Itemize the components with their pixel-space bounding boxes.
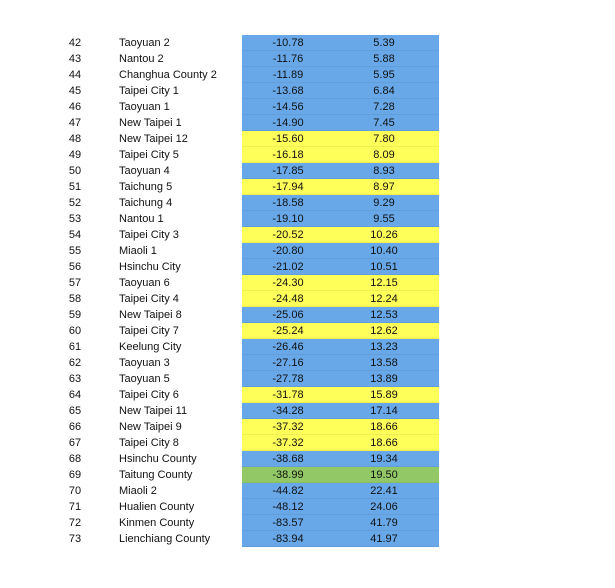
value1-cell: -38.99 <box>272 469 304 481</box>
rank-cell: 54 <box>68 229 82 241</box>
rank-cell: 72 <box>68 517 82 529</box>
value2-cell: 12.62 <box>370 325 398 337</box>
district-name-cell: Taipei City 3 <box>119 229 179 241</box>
table-row <box>0 99 615 115</box>
value2-cell: 12.24 <box>370 293 398 305</box>
rank-cell: 73 <box>68 533 82 545</box>
district-name-cell: Keelung City <box>119 341 182 353</box>
district-name-cell: Taoyuan 1 <box>119 101 170 113</box>
district-name-cell: New Taipei 9 <box>119 421 182 433</box>
value2-cell: 5.88 <box>373 53 395 65</box>
value1-cell: -44.82 <box>272 485 304 497</box>
value1-cell: -18.58 <box>272 197 304 209</box>
table-row <box>0 227 615 243</box>
table-row <box>0 531 615 547</box>
value1-cell: -25.24 <box>272 325 304 337</box>
rank-cell: 68 <box>68 453 82 465</box>
value2-cell: 7.80 <box>373 133 395 145</box>
district-name-cell: Taitung County <box>119 469 193 481</box>
value2-cell: 9.29 <box>373 197 395 209</box>
table-row <box>0 275 615 291</box>
value1-cell: -10.78 <box>272 37 304 49</box>
rank-cell: 47 <box>68 117 82 129</box>
rank-cell: 61 <box>68 341 82 353</box>
value2-cell: 5.39 <box>373 37 395 49</box>
district-name-cell: Taichung 4 <box>119 197 173 209</box>
table-row <box>0 291 615 307</box>
table-row <box>0 115 615 131</box>
table-row <box>0 403 615 419</box>
value1-cell: -83.57 <box>272 517 304 529</box>
district-name-cell: Hsinchu City <box>119 261 181 273</box>
value1-cell: -11.76 <box>272 53 304 65</box>
value2-cell: 8.09 <box>373 149 395 161</box>
value1-cell: -11.89 <box>272 69 304 81</box>
table-row <box>0 515 615 531</box>
district-name-cell: Taipei City 8 <box>119 437 179 449</box>
table-row <box>0 451 615 467</box>
value2-cell: 7.28 <box>373 101 395 113</box>
district-name-cell: Taoyuan 5 <box>119 373 170 385</box>
rank-cell: 60 <box>68 325 82 337</box>
table-row <box>0 179 615 195</box>
rank-cell: 45 <box>68 85 82 97</box>
value1-cell: -16.18 <box>272 149 304 161</box>
district-name-cell: New Taipei 12 <box>119 133 188 145</box>
district-name-cell: Taoyuan 4 <box>119 165 170 177</box>
district-name-cell: Taoyuan 2 <box>119 37 170 49</box>
value2-cell: 19.50 <box>370 469 398 481</box>
table-row <box>0 259 615 275</box>
value1-cell: -37.32 <box>272 437 304 449</box>
rank-cell: 62 <box>68 357 82 369</box>
value2-cell: 5.95 <box>373 69 395 81</box>
value1-cell: -25.06 <box>272 309 304 321</box>
table-body <box>0 35 615 547</box>
value2-cell: 7.45 <box>373 117 395 129</box>
table-row <box>0 435 615 451</box>
value2-cell: 12.53 <box>370 309 398 321</box>
table-row <box>0 195 615 211</box>
value1-cell: -19.10 <box>272 213 304 225</box>
value1-cell: -83.94 <box>272 533 304 545</box>
rank-cell: 43 <box>68 53 82 65</box>
value1-cell: -13.68 <box>272 85 304 97</box>
value2-cell: 18.66 <box>370 421 398 433</box>
value2-cell: 22.41 <box>370 485 398 497</box>
table-row <box>0 131 615 147</box>
value2-cell: 10.40 <box>370 245 398 257</box>
value1-cell: -27.16 <box>272 357 304 369</box>
table-row <box>0 307 615 323</box>
spreadsheet-table <box>0 35 615 547</box>
table-row <box>0 499 615 515</box>
value2-cell: 18.66 <box>370 437 398 449</box>
value2-cell: 41.79 <box>370 517 398 529</box>
value2-cell: 8.97 <box>373 181 395 193</box>
rank-cell: 63 <box>68 373 82 385</box>
rank-cell: 50 <box>68 165 82 177</box>
district-name-cell: New Taipei 8 <box>119 309 182 321</box>
table-row <box>0 483 615 499</box>
table-row <box>0 211 615 227</box>
district-name-cell: Taoyuan 6 <box>119 277 170 289</box>
value1-cell: -27.78 <box>272 373 304 385</box>
rank-cell: 49 <box>68 149 82 161</box>
rank-cell: 66 <box>68 421 82 433</box>
value1-cell: -24.48 <box>272 293 304 305</box>
value1-cell: -17.94 <box>272 181 304 193</box>
rank-cell: 46 <box>68 101 82 113</box>
table-row <box>0 323 615 339</box>
value2-cell: 24.06 <box>370 501 398 513</box>
table-row <box>0 371 615 387</box>
value1-cell: -20.80 <box>272 245 304 257</box>
value1-cell: -15.60 <box>272 133 304 145</box>
value1-cell: -48.12 <box>272 501 304 513</box>
value1-cell: -17.85 <box>272 165 304 177</box>
rank-cell: 48 <box>68 133 82 145</box>
rank-cell: 64 <box>68 389 82 401</box>
value2-cell: 9.55 <box>373 213 395 225</box>
table-row <box>0 387 615 403</box>
rank-cell: 55 <box>68 245 82 257</box>
rank-cell: 69 <box>68 469 82 481</box>
value1-cell: -31.78 <box>272 389 304 401</box>
district-name-cell: Taipei City 7 <box>119 325 179 337</box>
value2-cell: 41.97 <box>370 533 398 545</box>
value2-cell: 8.93 <box>373 165 395 177</box>
value1-cell: -34.28 <box>272 405 304 417</box>
rank-cell: 65 <box>68 405 82 417</box>
rank-cell: 57 <box>68 277 82 289</box>
rank-cell: 52 <box>68 197 82 209</box>
value2-cell: 17.14 <box>370 405 398 417</box>
value1-cell: -20.52 <box>272 229 304 241</box>
value1-cell: -26.46 <box>272 341 304 353</box>
district-name-cell: Taichung 5 <box>119 181 173 193</box>
table-row <box>0 147 615 163</box>
value2-cell: 10.51 <box>370 261 398 273</box>
rank-cell: 67 <box>68 437 82 449</box>
district-name-cell: Taipei City 4 <box>119 293 179 305</box>
value1-cell: -21.02 <box>272 261 304 273</box>
district-name-cell: Changhua County 2 <box>119 69 217 81</box>
rank-cell: 44 <box>68 69 82 81</box>
table-row <box>0 83 615 99</box>
value2-cell: 6.84 <box>373 85 395 97</box>
table-row <box>0 51 615 67</box>
value1-cell: -24.30 <box>272 277 304 289</box>
rank-cell: 51 <box>68 181 82 193</box>
district-name-cell: Taipei City 5 <box>119 149 179 161</box>
value1-cell: -37.32 <box>272 421 304 433</box>
table-row <box>0 243 615 259</box>
rank-cell: 59 <box>68 309 82 321</box>
value1-cell: -38.68 <box>272 453 304 465</box>
district-name-cell: Lienchiang County <box>119 533 211 545</box>
table-row <box>0 339 615 355</box>
district-name-cell: Hualien County <box>119 501 195 513</box>
table-row <box>0 419 615 435</box>
rank-cell: 71 <box>68 501 82 513</box>
value2-cell: 15.89 <box>370 389 398 401</box>
value1-cell: -14.90 <box>272 117 304 129</box>
value2-cell: 19.34 <box>370 453 398 465</box>
value2-cell: 13.89 <box>370 373 398 385</box>
district-name-cell: Nantou 2 <box>119 53 164 65</box>
district-name-cell: Miaoli 1 <box>119 245 157 257</box>
district-name-cell: Miaoli 2 <box>119 485 157 497</box>
district-name-cell: New Taipei 1 <box>119 117 182 129</box>
rank-cell: 53 <box>68 213 82 225</box>
district-name-cell: Kinmen County <box>119 517 195 529</box>
rank-cell: 56 <box>68 261 82 273</box>
table-row <box>0 467 615 483</box>
table-row <box>0 35 615 51</box>
value2-cell: 12.15 <box>370 277 398 289</box>
district-name-cell: Nantou 1 <box>119 213 164 225</box>
value1-cell: -14.56 <box>272 101 304 113</box>
value2-cell: 13.23 <box>370 341 398 353</box>
district-name-cell: Taipei City 6 <box>119 389 179 401</box>
table-row <box>0 67 615 83</box>
district-name-cell: New Taipei 11 <box>119 405 188 417</box>
district-name-cell: Taipei City 1 <box>119 85 179 97</box>
rank-cell: 70 <box>68 485 82 497</box>
value2-cell: 13.58 <box>370 357 398 369</box>
rank-cell: 58 <box>68 293 82 305</box>
district-name-cell: Taoyuan 3 <box>119 357 170 369</box>
rank-cell: 42 <box>68 37 82 49</box>
value2-cell: 10.26 <box>370 229 398 241</box>
table-row <box>0 355 615 371</box>
table-row <box>0 163 615 179</box>
district-name-cell: Hsinchu County <box>119 453 197 465</box>
